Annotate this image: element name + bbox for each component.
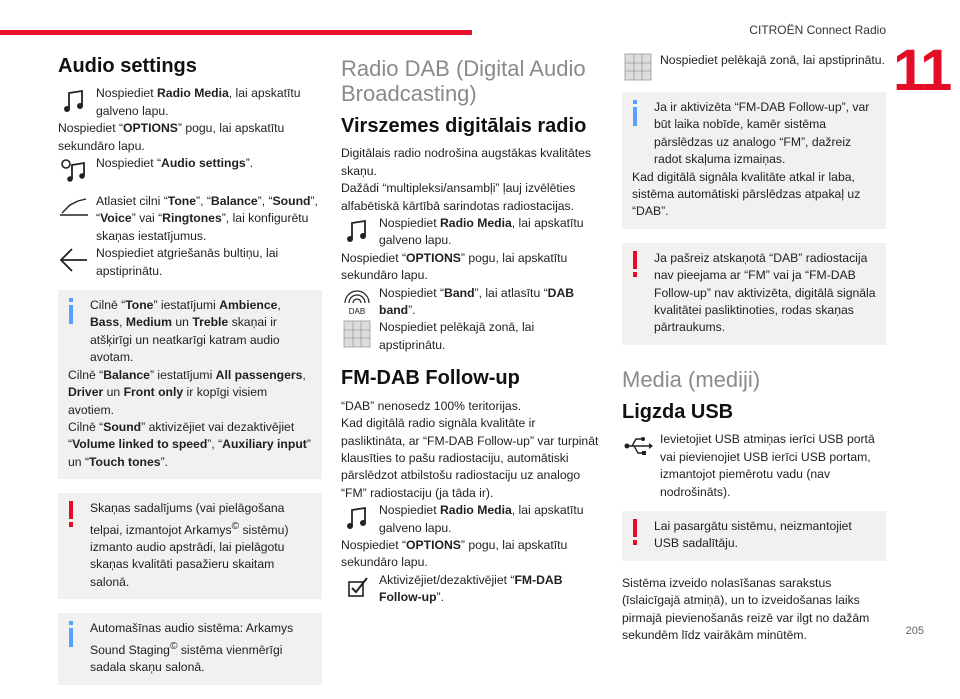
grid-zone-icon [341,319,373,349]
music-note-icon [341,215,373,245]
svg-text:DAB: DAB [348,306,366,315]
text-dab-coverage: “DAB” nenosedz 100% teritorijas. [341,398,522,413]
info-box-sound-staging: Automašīnas audio sistēma: Arkamys Sound Staging© sistēma vienmērīgi sadala skaņu salonā. [58,613,322,684]
title-radio-dab: Radio DAB (Digital Audio Broadcasting) [341,56,586,106]
text-playlists: Sistēma izveido nolasīšanas sarakstus (īslaicīgajā atmiņā), un to izveidošanas laiks pirmajā pievienošanās reizē var ilgt no dažām sekundēm līdz vairākām minūtēm. [622,575,870,642]
heading-fm-dab: FM-DAB Follow-up [341,367,520,390]
usb-icon [622,431,654,461]
column-1 [58,52,322,699]
step-audio-settings: Nospiediet “Audio settings”. [58,155,322,185]
step-radio-media-2: Nospiediet Radio Media, lai apskatītu galveno lapu. [341,502,603,537]
info-icon [631,100,639,126]
warning-box-usb-hub: Lai pasargātu sistēmu, neizmantojiet USB sadalītāju. [622,511,886,561]
step-insert-usb: Ievietojiet USB atmiņas ierīci USB portā vai pievienojiet USB ierīci USB portam, izmantojot piemērotu vadu (nav nodrošināts). [622,431,886,501]
grid-zone-icon [622,52,654,82]
music-note-icon [58,85,90,115]
step-band: DAB Nospiediet “Band”, lai atlasītu “DAB band”. [341,285,603,320]
info-box-tone: Cilnē “Tone” iestatījumi Ambience, Bass, Medium un Treble skaņai ir atšķirīgi un neatkarīgi katram audio avotam. Cilnē “Balance” iestatījumi All passengers, Driver un Front only ir kopīgi visiem avotiem. Cilnē “Sound” aktivizējiet vai dezaktivējiet “Volume linked to speed”, “Auxiliary input” un “Touch tones”. [58,290,322,479]
header-title: CITROËN Connect Radio [749,23,886,37]
step-select-tab: Atlasiet cilni “Tone”, “Balance”, “Sound”, “Voice” vai “Ringtones”, lai konfigurētu skaņas iestatījumus. [58,193,322,245]
step-activate-follow: Aktivizējiet/dezaktivējiet “FM-DAB Follow-up”. [341,572,603,607]
top-accent-bar [0,30,472,35]
text-options: Nospiediet “OPTIONS” pogu, lai apskatītu sekundāro lapu. [58,121,285,153]
step-radio-media: Nospiediet Radio Media, lai apskatītu galveno lapu. [341,215,603,250]
heading-usb: Ligzda USB [622,400,734,423]
warning-icon [631,251,639,277]
text-options-2: Nospiediet “OPTIONS” pogu, lai apskatītu sekundāro lapu. [341,537,568,570]
warning-icon [67,501,75,527]
music-note-icon [341,502,373,532]
text-multiplex: Dažādi “multipleksi/ansambļi” ļauj izvēlēties alfabētiskā kārtībā sarindotas radiostacijas. [341,181,576,213]
step-grey-zone: Nospiediet pelēkajā zonā, lai apstiprinātu. [341,319,603,354]
info-icon [67,298,75,324]
step-grey-zone: Nospiediet pelēkajā zonā, lai apstiprinātu. [622,52,886,82]
warning-box-arkamys: Skaņas sadalījums (vai pielāgošana telpai, izmantojot Arkamys© sistēmu) izmanto audio apstrādi, lai pielāgotu skaņas kvalitāti pasažieru skaitam salonā. [58,493,322,599]
dab-antenna-icon [341,285,373,315]
back-arrow-icon [58,245,90,275]
text-fm-dab-desc: Kad digitālā radio signāla kvalitāte ir pasliktināta, ar “FM-DAB Follow-up” var turpināt klausīties to pašu radiostaciju, automātiski pārslēdzot atbilstošu radiostaciju uz analogo “FM” radiostaciju (ja tāda ir). [341,416,599,500]
step-radio-media: Nospiediet Radio Media, lai apskatītu galveno lapu. [58,85,322,120]
checkbox-icon [341,572,373,602]
column-3 [622,52,886,644]
info-icon [67,621,75,647]
step-back-arrow: Nospiediet atgriešanās bultiņu, lai apstiprinātu. [58,245,322,280]
info-box-follow-up: Ja ir aktivizēta “FM-DAB Follow-up”, var būt laika nobīde, kamēr sistēma pārslēdzas uz analogo “FM”, dažreiz radot skaļuma izmaiņas. Kad digitālā signāla kvalitāte atkal ir laba, sistēma automātiski pārslēdzas atpakaļ uz “DAB”. [622,92,886,229]
column-2 [341,52,603,607]
warning-icon [631,519,639,545]
sliders-icon [58,193,90,223]
heading-audio-settings: Audio settings [58,55,197,77]
text-digital-quality: Digitālais radio nodrošina augstākas kvalitātes skaņu. [341,146,591,178]
page-number: 205 [905,625,924,637]
chapter-number: 11 [893,38,951,103]
heading-digital-radio: Virszemes digitālais radio [341,115,587,137]
warning-box-dab: Ja pašreiz atskaņotā “DAB” radiostacija nav pieejama ar “FM” vai ja “FM-DAB Follow-up” nav aktivizēta, digitālā signāla kvalitātei pasliktinoties, rodas skaņas pārtraukums. [622,243,886,345]
text-options: Nospiediet “OPTIONS” pogu, lai apskatītu sekundāro lapu. [341,250,568,283]
title-media: Media (mediji) [622,366,761,392]
gear-note-icon [58,155,90,185]
